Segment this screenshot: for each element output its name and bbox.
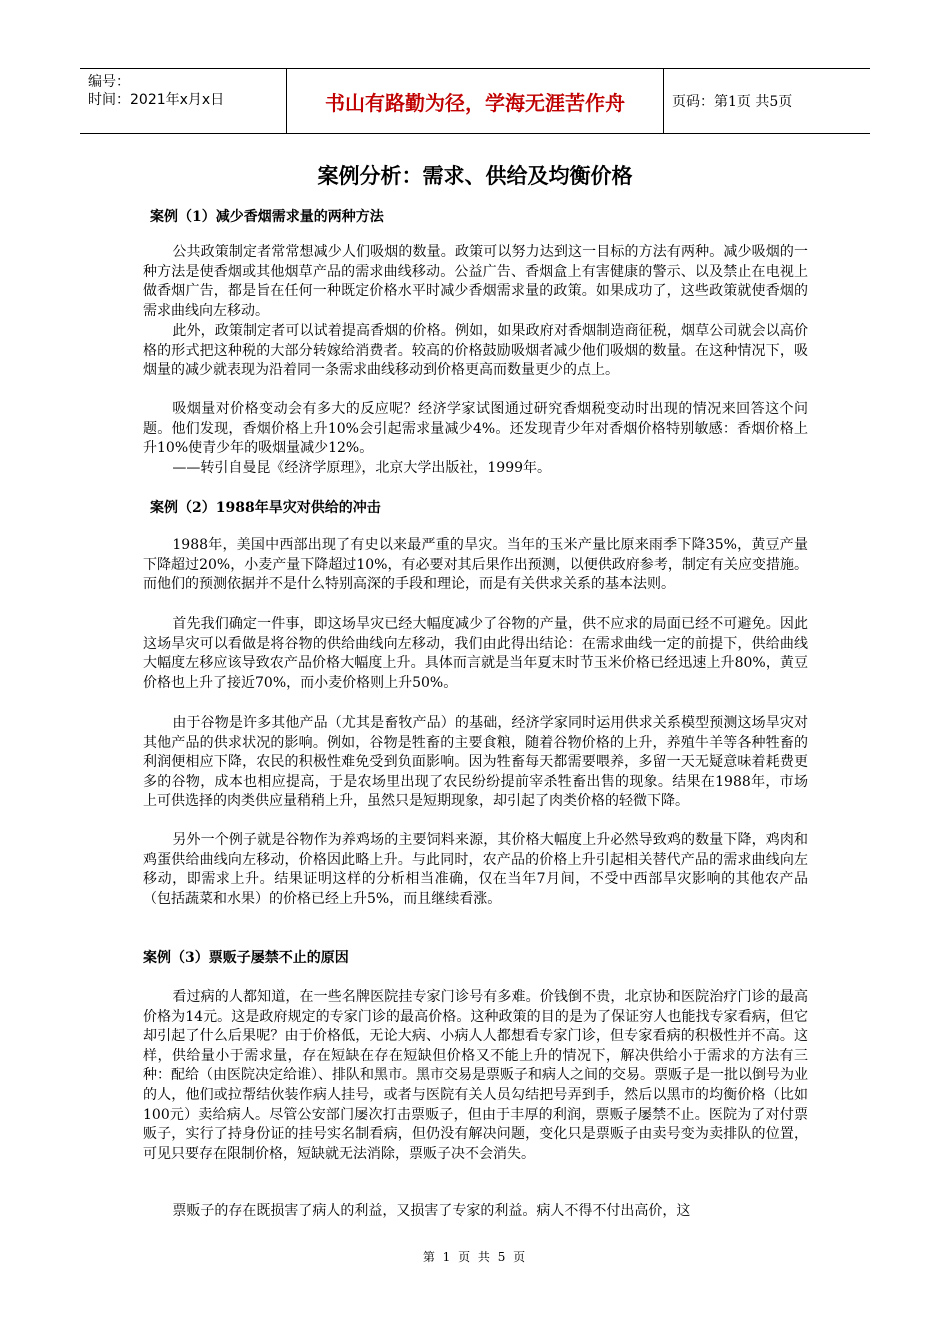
page-title: 案例分析：需求、供给及均衡价格 [317, 164, 633, 188]
case1-paragraph: 公共政策制定者常常想减少人们吸烟的数量。政策可以努力达到这一目标的方法有两种。减少吸烟的一种方法是使香烟或其他烟草产品的需求曲线移动。公益广告、香烟盒上有害健康的警示、以及禁止在电视上做香烟广告，都是旨在任何一种既定价格水平时减少香烟需求量的政策。如果成功了，这些政策就使香烟的需求曲线向左移动。 [143, 244, 808, 319]
case1-heading: 案例（1）减少香烟需求量的两种方法 [150, 209, 384, 225]
case2-paragraph: 1988年，美国中西部出现了有史以来最严重的旱灾。当年的玉米产量比原来雨季下降35%，黄豆产量下降超过20%，小麦产量下降超过10%，有必要对其后果作出预测，以便供政府参考，制定有关应变措施。而他们的预测依据并不是什么特别高深的手段和理论，而是有关供求关系的基本法则。 [143, 537, 808, 593]
case2-paragraph: 另外一个例子就是谷物作为养鸡场的主要饲料来源，其价格大幅度上升必然导致鸡的数量下降，鸡肉和鸡蛋供给曲线向左移动，价格因此略上升。与此同时，农产品的价格上升引起相关替代产品的需求曲线向左移动，即需求上升。结果证明这样的分析相当准确，仅在当年7月间，不受中西部旱灾影响的其他农产品（包括蔬菜和水果）的价格已经上升5%，而且继续看涨。 [143, 832, 808, 907]
case3-paragraph: 票贩子的存在既损害了病人的利益，又损害了专家的利益。病人不得不付出高价，这 [172, 1203, 691, 1219]
page-header [80, 68, 870, 134]
case2-paragraph: 由于谷物是许多其他产品（尤其是畜牧产品）的基础，经济学家同时运用供求关系模型预测这场旱灾对其他产品的供求状况的影响。例如，谷物是牲畜的主要食粮，随着谷物价格的上升，养殖牛羊等各种牲畜的利润便相应下降，农民的积极性难免受到负面影响。因为牲畜每天都需要喂养，多留一天无疑意味着耗费更多的谷物，成本也相应提高，于是农场里出现了农民纷纷提前宰杀牲畜出售的现象。结果在1988年，市场上可供选择的肉类供应量稍稍上升，虽然只是短期现象，却引起了肉类价格的轻微下降。 [143, 715, 808, 810]
document-number: 编号： [88, 74, 130, 90]
page-footer: 第 1 页 共 5 页 [422, 1250, 528, 1264]
case1-citation: ——转引自曼昆《经济学原理》，北京大学出版社，1999年。 [172, 460, 552, 476]
case3-heading: 案例（3）票贩子屡禁不止的原因 [143, 950, 349, 966]
case3-paragraph: 看过病的人都知道，在一些名牌医院挂专家门诊号有多难。价钱倒不贵，北京协和医院治疗门诊的最高价格为14元。这是政府规定的专家门诊的最高价格。这种政策的目的是为了保证穷人也能找专家看病，但它却引起了什么后果呢？由于价格低，无论大病、小病人人都想看专家门诊，但专家看病的积极性并不高。这样，供给量小于需求量，存在短缺在存在短缺但价格又不能上升的情况下，解决供给小于需求的方法有三种：配给（由医院决定给谁）、排队和黑市。黑市交易是票贩子和病人之间的交易。票贩子是一批以倒号为业的人，他们或拉帮结伙装作病人挂号，或者与医院有关人员勾结把号弄到手，然后以黑市的均衡价格（比如100元）卖给病人。尽管公安部门屡次打击票贩子，但由于丰厚的利润，票贩子屡禁不止。医院为了对付票贩子，实行了持身份证的挂号实名制看病，但仍没有解决问题，变化只是票贩子由卖号变为卖排队的位置，可见只要存在限制价格，短缺就无法消除，票贩子决不会消失。 [143, 989, 808, 1162]
case1-paragraph: 吸烟量对价格变动会有多大的反应呢？经济学家试图通过研究香烟税变动时出现的情况来回答这个问题。他们发现，香烟价格上升10%会引起需求量减少4%。还发现青少年对香烟价格特别敏感：香烟价格上升10%使青少年的吸烟量减少12%。 [143, 401, 808, 457]
header-motto: 书山有路勤为径，学海无涯苦作舟 [287, 69, 664, 133]
header-page-info: 页码：第1页 共5页 [672, 94, 793, 110]
case2-paragraph: 首先我们确定一件事，即这场旱灾已经大幅度减少了谷物的产量，供不应求的局面已经不可避免。因此这场旱灾可以看做是将谷物的供给曲线向左移动，我们由此得出结论：在需求曲线一定的前提下，供给曲线大幅度左移应该导致农产品价格大幅度上升。具体而言就是当年夏末时节玉米价格已经迅速上升80%，黄豆价格也上升了接近70%，而小麦价格则上升50%。 [143, 616, 808, 691]
case2-heading: 案例（2）1988年旱灾对供给的冲击 [150, 500, 381, 516]
header-meta [80, 69, 287, 133]
case1-paragraph: 此外，政策制定者可以试着提高香烟的价格。例如，如果政府对香烟制造商征税，烟草公司就会以高价格的形式把这种税的大部分转嫁给消费者。较高的价格鼓励吸烟者减少他们吸烟的数量。在这种情况下，吸烟量的减少就表现为沿着同一条需求曲线移动到价格更高而数量更少的点上。 [143, 323, 808, 379]
document-time: 时间：2021年x月x日 [88, 92, 225, 108]
